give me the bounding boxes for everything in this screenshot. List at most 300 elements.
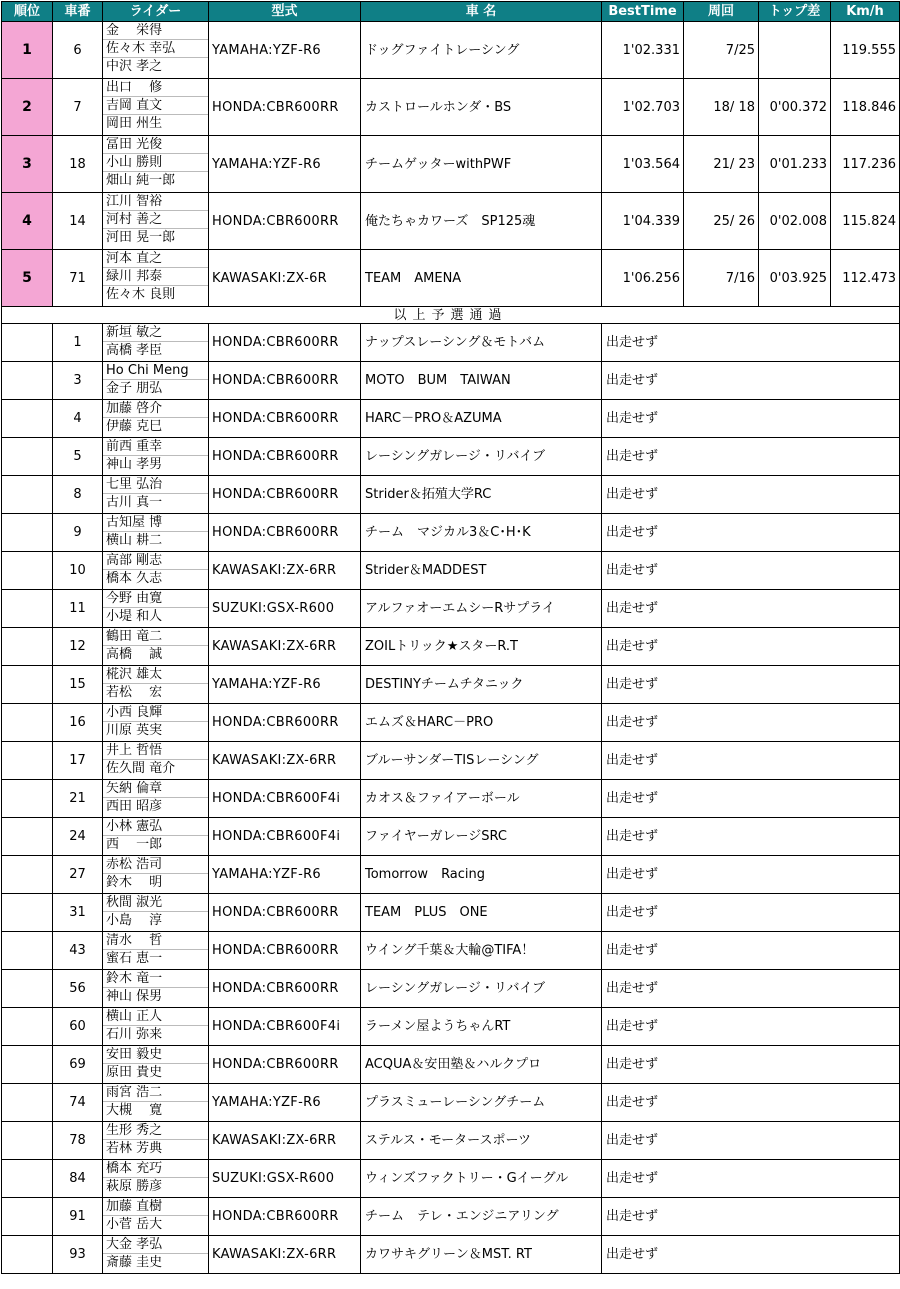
qualified-rows: [2, 22, 900, 307]
rank-cell: [2, 894, 53, 932]
status-text: 出走せず: [602, 1084, 759, 1122]
table-row: [2, 552, 900, 590]
riders-cell: [103, 552, 209, 590]
machine-type: HONDA:CBR600RR: [209, 362, 361, 400]
table-row: [2, 476, 900, 514]
machine-type: HONDA:CBR600RR: [209, 1046, 361, 1084]
top-gap: [759, 22, 831, 79]
riders-cell: [103, 1160, 209, 1198]
car-number: 18: [53, 136, 103, 193]
car-number: 74: [53, 1084, 103, 1122]
team-name: ウィンズファクトリー・Gイーグル: [361, 1160, 602, 1198]
table-row: [2, 704, 900, 742]
rider-name: 畑山 純一郎: [106, 173, 176, 188]
speed-kmh: 115.824: [831, 193, 900, 250]
empty-cell: [759, 362, 900, 400]
machine-type: YAMAHA:YZF-R6: [209, 1084, 361, 1122]
table-row: [2, 1122, 900, 1160]
car-number: 21: [53, 780, 103, 818]
rank-cell: [2, 628, 53, 666]
status-text: 出走せず: [602, 818, 759, 856]
car-number: 14: [53, 193, 103, 250]
rider-name: 中沢 孝之: [106, 59, 163, 74]
laps: 7/16: [684, 250, 759, 307]
machine-type: YAMAHA:YZF-R6: [209, 666, 361, 704]
rider-name: 新垣 敏之: [103, 324, 208, 342]
rank-cell: [2, 438, 53, 476]
status-text: 出走せず: [602, 1160, 759, 1198]
rider-name: 佐々木 幸弘: [103, 40, 208, 58]
car-number: 12: [53, 628, 103, 666]
rider-name: Ho Chi Meng: [103, 362, 208, 380]
rider-name: 河本 直之: [103, 250, 208, 268]
rider-name: 小堤 和人: [106, 609, 163, 624]
rider-name: 生形 秀之: [103, 1122, 208, 1140]
not-started-rows: [2, 324, 900, 1274]
laps: 18/ 18: [684, 79, 759, 136]
status-text: 出走せず: [602, 780, 759, 818]
status-text: 出走せず: [602, 1198, 759, 1236]
status-text: 出走せず: [602, 514, 759, 552]
speed-kmh: 117.236: [831, 136, 900, 193]
table-row: [2, 136, 900, 193]
riders-cell: [103, 856, 209, 894]
car-number: 27: [53, 856, 103, 894]
riders-cell: [103, 742, 209, 780]
rank-cell: [2, 856, 53, 894]
car-number: 11: [53, 590, 103, 628]
team-name: 俺たちゃカワーズ SP125魂: [361, 193, 602, 250]
rider-name: 金 栄得: [103, 22, 208, 40]
rider-name: 蜜石 恵一: [106, 951, 163, 966]
riders-cell: [103, 1046, 209, 1084]
empty-cell: [759, 1160, 900, 1198]
machine-type: HONDA:CBR600RR: [209, 193, 361, 250]
machine-type: HONDA:CBR600RR: [209, 1198, 361, 1236]
riders-cell: [103, 1236, 209, 1274]
empty-cell: [759, 590, 900, 628]
status-text: 出走せず: [602, 590, 759, 628]
speed-kmh: 119.555: [831, 22, 900, 79]
rider-name: 井上 哲悟: [103, 742, 208, 760]
rider-name: 加藤 啓介: [103, 400, 208, 418]
status-text: 出走せず: [602, 1046, 759, 1084]
empty-cell: [759, 818, 900, 856]
rider-name: 斎藤 圭史: [106, 1255, 163, 1270]
rank-cell: 5: [2, 250, 53, 307]
table-row: [2, 1046, 900, 1084]
rank-cell: [2, 780, 53, 818]
empty-cell: [759, 704, 900, 742]
rider-name: 神山 孝男: [106, 457, 163, 472]
rider-name: 加藤 直樹: [103, 1198, 208, 1216]
rider-name: 矢納 倫章: [103, 780, 208, 798]
machine-type: HONDA:CBR600RR: [209, 514, 361, 552]
rank-cell: 1: [2, 22, 53, 79]
rank-cell: [2, 932, 53, 970]
status-text: 出走せず: [602, 400, 759, 438]
machine-type: KAWASAKI:ZX-6RR: [209, 628, 361, 666]
machine-type: YAMAHA:YZF-R6: [209, 22, 361, 79]
car-number: 16: [53, 704, 103, 742]
rank-cell: [2, 362, 53, 400]
riders-cell: [103, 362, 209, 400]
status-text: 出走せず: [602, 1236, 759, 1274]
empty-cell: [759, 438, 900, 476]
rider-name: 原田 貴史: [106, 1065, 163, 1080]
rider-name: 伊藤 克巳: [106, 419, 163, 434]
empty-cell: [759, 780, 900, 818]
table-row: [2, 894, 900, 932]
machine-type: KAWASAKI:ZX-6RR: [209, 1122, 361, 1160]
team-name: ステルス・モータースポーツ: [361, 1122, 602, 1160]
table-row: [2, 1198, 900, 1236]
header-best-time: BestTime: [602, 2, 684, 22]
rank-cell: [2, 400, 53, 438]
table-row: [2, 79, 900, 136]
machine-type: HONDA:CBR600RR: [209, 476, 361, 514]
rider-name: 西田 昭彦: [106, 799, 163, 814]
team-name: エムズ＆HARC－PRO: [361, 704, 602, 742]
empty-cell: [759, 324, 900, 362]
team-name: ナップスレーシング＆モトバム: [361, 324, 602, 362]
team-name: ACQUA＆安田塾＆ハルクプロ: [361, 1046, 602, 1084]
table-row: [2, 514, 900, 552]
team-name: チームゲッターwithPWF: [361, 136, 602, 193]
riders-cell: [103, 250, 209, 307]
rider-name: 河田 晃一郎: [106, 230, 176, 245]
header-kmh: Km/h: [831, 2, 900, 22]
rank-cell: 2: [2, 79, 53, 136]
riders-cell: [103, 704, 209, 742]
speed-kmh: 118.846: [831, 79, 900, 136]
team-name: HARC－PRO＆AZUMA: [361, 400, 602, 438]
empty-cell: [759, 628, 900, 666]
rider-name: 川原 英実: [106, 723, 163, 738]
rank-cell: [2, 324, 53, 362]
table-row: [2, 780, 900, 818]
car-number: 3: [53, 362, 103, 400]
riders-cell: [103, 1198, 209, 1236]
status-text: 出走せず: [602, 894, 759, 932]
status-text: 出走せず: [602, 476, 759, 514]
rider-name: 小林 憲弘: [103, 818, 208, 836]
rank-cell: [2, 1084, 53, 1122]
rider-name: 高部 剛志: [103, 552, 208, 570]
car-number: 60: [53, 1008, 103, 1046]
car-number: 1: [53, 324, 103, 362]
rider-name: 前西 重幸: [103, 438, 208, 456]
header-rank: 順位: [2, 2, 53, 22]
riders-cell: [103, 22, 209, 79]
rider-name: 出口 修: [103, 79, 208, 97]
team-name: レーシングガレージ・リバイブ: [361, 970, 602, 1008]
riders-cell: [103, 193, 209, 250]
car-number: 24: [53, 818, 103, 856]
team-name: レーシングガレージ・リバイブ: [361, 438, 602, 476]
empty-cell: [759, 400, 900, 438]
best-time: 1'02.331: [602, 22, 684, 79]
rider-name: 石川 弥来: [106, 1027, 163, 1042]
empty-cell: [759, 742, 900, 780]
riders-cell: [103, 590, 209, 628]
rider-name: 大槻 寛: [106, 1103, 163, 1118]
rider-name: 緑川 邦泰: [103, 268, 208, 286]
rank-cell: [2, 1198, 53, 1236]
table-row: [2, 970, 900, 1008]
rank-cell: [2, 476, 53, 514]
team-name: Strider＆MADDEST: [361, 552, 602, 590]
machine-type: HONDA:CBR600RR: [209, 438, 361, 476]
car-number: 15: [53, 666, 103, 704]
rank-cell: 4: [2, 193, 53, 250]
rider-name: 高橋 誠: [106, 647, 163, 662]
car-number: 31: [53, 894, 103, 932]
speed-kmh: 112.473: [831, 250, 900, 307]
team-name: Strider＆拓殖大学RC: [361, 476, 602, 514]
rider-name: 冨田 光俊: [103, 136, 208, 154]
rider-name: 西 一郎: [106, 837, 163, 852]
machine-type: HONDA:CBR600RR: [209, 324, 361, 362]
status-text: 出走せず: [602, 1008, 759, 1046]
rider-name: 若松 宏: [106, 685, 163, 700]
rider-name: 佐々木 良則: [106, 287, 176, 302]
machine-type: SUZUKI:GSX-R600: [209, 590, 361, 628]
rider-name: 鈴木 竜一: [103, 970, 208, 988]
rider-name: 岡田 州生: [106, 116, 163, 131]
car-number: 93: [53, 1236, 103, 1274]
machine-type: HONDA:CBR600RR: [209, 894, 361, 932]
empty-cell: [759, 856, 900, 894]
car-number: 10: [53, 552, 103, 590]
riders-cell: [103, 970, 209, 1008]
status-text: 出走せず: [602, 438, 759, 476]
table-row: [2, 250, 900, 307]
rider-name: 佐久間 竜介: [106, 761, 176, 776]
riders-cell: [103, 400, 209, 438]
team-name: カワサキグリーン＆MST. RT: [361, 1236, 602, 1274]
empty-cell: [759, 514, 900, 552]
riders-cell: [103, 818, 209, 856]
team-name: ラーメン屋ようちゃんRT: [361, 1008, 602, 1046]
laps: 25/ 26: [684, 193, 759, 250]
table-row: [2, 1084, 900, 1122]
rank-cell: [2, 818, 53, 856]
team-name: ブルーサンダーTISレーシング: [361, 742, 602, 780]
team-name: Tomorrow Racing: [361, 856, 602, 894]
header-car: 車番: [53, 2, 103, 22]
status-text: 出走せず: [602, 666, 759, 704]
empty-cell: [759, 666, 900, 704]
riders-cell: [103, 932, 209, 970]
machine-type: YAMAHA:YZF-R6: [209, 136, 361, 193]
table-row: [2, 856, 900, 894]
best-time: 1'04.339: [602, 193, 684, 250]
rider-name: 古知屋 博: [103, 514, 208, 532]
team-name: TEAM AMENA: [361, 250, 602, 307]
rider-name: 萩原 勝彦: [106, 1179, 163, 1194]
table-row: [2, 666, 900, 704]
rider-name: 小山 勝則: [103, 154, 208, 172]
team-name: ファイヤーガレージSRC: [361, 818, 602, 856]
machine-type: HONDA:CBR600RR: [209, 932, 361, 970]
table-row: [2, 400, 900, 438]
status-text: 出走せず: [602, 742, 759, 780]
rider-name: 今野 由寛: [103, 590, 208, 608]
riders-cell: [103, 1008, 209, 1046]
header-row: [2, 2, 900, 22]
car-number: 9: [53, 514, 103, 552]
rider-name: 神山 保男: [106, 989, 163, 1004]
car-number: 5: [53, 438, 103, 476]
empty-cell: [759, 1122, 900, 1160]
laps: 21/ 23: [684, 136, 759, 193]
team-name: ドッグファイトレーシング: [361, 22, 602, 79]
rank-cell: [2, 1008, 53, 1046]
status-text: 出走せず: [602, 324, 759, 362]
team-name: アルファオーエムシーRサプライ: [361, 590, 602, 628]
riders-cell: [103, 438, 209, 476]
rider-name: 橋本 久志: [106, 571, 163, 586]
rank-cell: [2, 1046, 53, 1084]
rider-name: 鶴田 竜二: [103, 628, 208, 646]
rider-name: 古川 真一: [106, 495, 163, 510]
rank-cell: [2, 666, 53, 704]
rider-name: 横山 耕二: [106, 533, 163, 548]
empty-cell: [759, 1236, 900, 1274]
riders-cell: [103, 476, 209, 514]
car-number: 84: [53, 1160, 103, 1198]
rank-cell: [2, 1236, 53, 1274]
best-time: 1'02.703: [602, 79, 684, 136]
table-row: [2, 22, 900, 79]
car-number: 8: [53, 476, 103, 514]
rider-name: 雨宮 浩二: [103, 1084, 208, 1102]
laps: 7/25: [684, 22, 759, 79]
car-number: 6: [53, 22, 103, 79]
table-row: [2, 362, 900, 400]
team-name: チーム テレ・エンジニアリング: [361, 1198, 602, 1236]
rider-name: 若林 芳典: [106, 1141, 163, 1156]
rider-name: 赤松 浩司: [103, 856, 208, 874]
status-text: 出走せず: [602, 552, 759, 590]
empty-cell: [759, 1198, 900, 1236]
rank-cell: [2, 970, 53, 1008]
rank-cell: [2, 514, 53, 552]
qualified-separator: 以上予選通過: [2, 307, 900, 324]
empty-cell: [759, 1046, 900, 1084]
empty-cell: [759, 894, 900, 932]
header-type: 型式: [209, 2, 361, 22]
table-row: [2, 1236, 900, 1274]
riders-cell: [103, 780, 209, 818]
machine-type: HONDA:CBR600RR: [209, 970, 361, 1008]
machine-type: KAWASAKI:ZX-6R: [209, 250, 361, 307]
rider-name: 秋間 淑光: [103, 894, 208, 912]
team-name: ZOILトリック★スターR.T: [361, 628, 602, 666]
rider-name: 吉岡 直文: [103, 97, 208, 115]
results-table: [1, 1, 900, 1274]
separator-row: [2, 307, 900, 324]
machine-type: HONDA:CBR600RR: [209, 400, 361, 438]
team-name: DESTINYチームチタニック: [361, 666, 602, 704]
rider-name: 高橋 孝臣: [106, 343, 163, 358]
status-text: 出走せず: [602, 1122, 759, 1160]
machine-type: SUZUKI:GSX-R600: [209, 1160, 361, 1198]
rider-name: 河村 善之: [103, 211, 208, 229]
status-text: 出走せず: [602, 628, 759, 666]
table-row: [2, 438, 900, 476]
riders-cell: [103, 1084, 209, 1122]
top-gap: 0'00.372: [759, 79, 831, 136]
table-row: [2, 590, 900, 628]
table-row: [2, 742, 900, 780]
table-row: [2, 324, 900, 362]
top-gap: 0'01.233: [759, 136, 831, 193]
table-row: [2, 1008, 900, 1046]
status-text: 出走せず: [602, 970, 759, 1008]
rider-name: 橋本 充巧: [103, 1160, 208, 1178]
table-row: [2, 628, 900, 666]
rider-name: 横山 正人: [103, 1008, 208, 1026]
rank-cell: [2, 742, 53, 780]
empty-cell: [759, 552, 900, 590]
machine-type: HONDA:CBR600F4i: [209, 818, 361, 856]
car-number: 69: [53, 1046, 103, 1084]
rider-name: 小菅 岳大: [106, 1217, 163, 1232]
riders-cell: [103, 79, 209, 136]
riders-cell: [103, 894, 209, 932]
top-gap: 0'02.008: [759, 193, 831, 250]
team-name: チーム マジカル3＆C･H･K: [361, 514, 602, 552]
status-text: 出走せず: [602, 362, 759, 400]
rank-cell: [2, 704, 53, 742]
car-number: 4: [53, 400, 103, 438]
header-team: 車 名: [361, 2, 602, 22]
top-gap: 0'03.925: [759, 250, 831, 307]
rider-name: 安田 毅史: [103, 1046, 208, 1064]
status-text: 出走せず: [602, 932, 759, 970]
rank-cell: [2, 552, 53, 590]
rider-name: 小西 良輝: [103, 704, 208, 722]
riders-cell: [103, 1122, 209, 1160]
car-number: 7: [53, 79, 103, 136]
best-time: 1'06.256: [602, 250, 684, 307]
team-name: カストロールホンダ・BS: [361, 79, 602, 136]
rider-name: 小島 淳: [106, 913, 163, 928]
best-time: 1'03.564: [602, 136, 684, 193]
rider-name: 大金 孝弘: [103, 1236, 208, 1254]
team-name: TEAM PLUS ONE: [361, 894, 602, 932]
machine-type: KAWASAKI:ZX-6RR: [209, 742, 361, 780]
rider-name: 金子 朋弘: [106, 381, 163, 396]
car-number: 78: [53, 1122, 103, 1160]
rider-name: 七里 弘治: [103, 476, 208, 494]
rank-cell: [2, 1122, 53, 1160]
riders-cell: [103, 628, 209, 666]
empty-cell: [759, 1084, 900, 1122]
rider-name: 鈴木 明: [106, 875, 163, 890]
machine-type: HONDA:CBR600RR: [209, 704, 361, 742]
machine-type: YAMAHA:YZF-R6: [209, 856, 361, 894]
machine-type: KAWASAKI:ZX-6RR: [209, 1236, 361, 1274]
car-number: 56: [53, 970, 103, 1008]
rider-name: 清水 哲: [103, 932, 208, 950]
rank-cell: [2, 590, 53, 628]
machine-type: KAWASAKI:ZX-6RR: [209, 552, 361, 590]
riders-cell: [103, 324, 209, 362]
table-row: [2, 193, 900, 250]
